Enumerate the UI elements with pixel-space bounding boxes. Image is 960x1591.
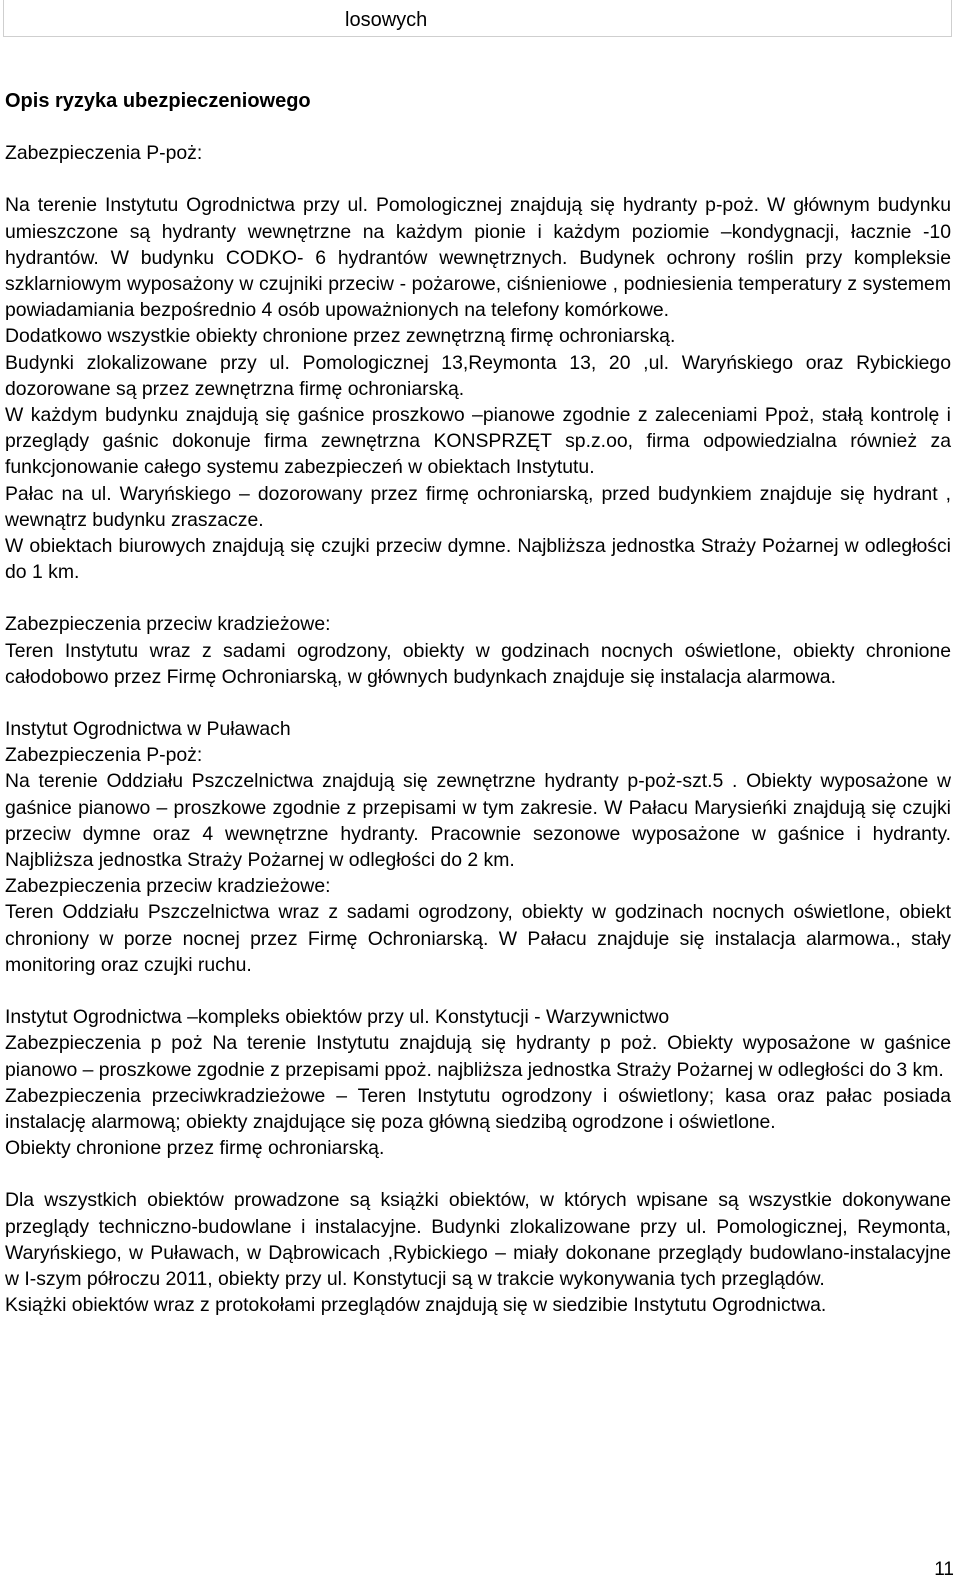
paragraph-theft: Teren Instytutu wraz z sadami ogrodzony, obiekty w godzinach nocnych oświetlone, obiekty chronione całodobowo przez Firmę Ochroniarską, w głównych budynkach znajduje się instalacja alarmowa. [5,639,951,688]
paragraph-buildings: Budynki zlokalizowane przy ul. Pomologicznej 13,Reymonta 13, 20 ,ul. Waryńskiego oraz Rybickiego dozorowane są przez zewnętrzna firmę ochroniarską. [5,351,951,400]
section-title-pulawy: Instytut Ogrodnictwa w Puławach [5,718,291,741]
paragraph-pulawy-theft: Teren Oddziału Pszczelnictwa wraz z sadami ogrodzony, obiekty w godzinach nocnych oświetlone, obiekt chroniony w porze nocnej przez Firmę Ochroniarską. W Pałacu znajduje się instalacja alarmowa., stały monitoring oraz czujki ruchu. [5,901,951,976]
section-heading-theft: Zabezpieczenia przeciw kradzieżowe: [5,613,331,636]
paragraph-smoke-detectors: W obiektach biurowych znajdują się czujki przeciw dymne. Najbliższa jednostka Straży Pożarnej w odległości do 1 km. [5,535,951,584]
header-table-cell [3,0,952,37]
paragraph-konstytucji-guard: Obiekty chronione przez firmę ochroniarską. [5,1137,385,1160]
document-body [5,88,951,1318]
page-number: 11 [934,1559,954,1580]
header-cell-text: losowych [345,9,428,31]
section-heading-pulawy-fire: Zabezpieczenia P-poż: [5,744,203,767]
document-title: Opis ryzyka ubezpieczeniowego [5,90,311,112]
section-title-konstytucji: Instytut Ogrodnictwa –kompleks obiektów przy ul. Konstytucji - Warzywnictwo [5,1006,670,1029]
paragraph-konstytucji-fire: Zabezpieczenia p poż Na terenie Instytutu znajdują się hydranty p poż. Obiekty wyposażone w gaśnice pianowo – proszkowe zgodnie z przepisami ppoż. najbliższa jednostka Straży Pożarnej w odległości do 3 km. [5,1032,951,1081]
paragraph-konstytucji-theft: Zabezpieczenia przeciwkradzieżowe – Teren Instytutu ogrodzony i oświetlony; kasa oraz pałac posiada instalację alarmową; obiekty znajdujące się poza główną siedzibą ogrodzone i oświetlone. [5,1084,951,1133]
paragraph-pulawy-fire: Na terenie Oddziału Pszczelnictwa znajdują się zewnętrzne hydranty p-poż-szt.5 . Obiekty wyposażone w gaśnice pianowo – proszkowe zgodnie z przepisami w tym zakresie. W Pałacu Marysieńki znajdują się czujki przeciw dymne oraz 4 wewnętrzne hydranty. Pracownie sezonowe wyposażone w gaśnice i hydranty. Najbliższa jednostka Straży Pożarnej w odległości do 2 km. [5,770,951,872]
paragraph-inspections: Dla wszystkich obiektów prowadzone są książki obiektów, w których wpisane są wszystkie dokonywane przeglądy techniczno-budowlane i instalacyjne. Budynki zlokalizowane przy ul. Pomologicznej, Reymonta, Waryńskiego, w Puławach, w Dąbrowicach ,Rybickiego – miały dokonane przeglądy budowlano-instalacyjne w I-szym półroczu 2011, obiekty przy ul. Konstytucji są w trakcie wykonywania tych przeglądów. [5,1189,951,1290]
paragraph-records: Książki obiektów wraz z protokołami przeglądów znajdują się w siedzibie Instytutu Ogrodnictwa. [5,1294,827,1317]
paragraph-palace: Pałac na ul. Waryńskiego – dozorowany przez firmę ochroniarską, przed budynkiem znajduje się hydrant , wewnątrz budynku zraszacze. [5,482,951,531]
paragraph-security-firm: Dodatkowo wszystkie obiekty chronione przez zewnętrzną firmę ochroniarską. [5,325,676,348]
section-heading-pulawy-theft: Zabezpieczenia przeciw kradzieżowe: [5,875,331,898]
paragraph-extinguishers: W każdym budynku znajdują się gaśnice proszkowo –pianowe zgodnie z zaleceniami Ppoż, stałą kontrolę i przeglądy gaśnic dokonuje firma zewnętrzna KONSPRZĘT sp.z.oo, firma odpowiedzialna również za funkcjonowanie całego systemu zabezpieczeń w obiektach Instytutu. [5,404,951,479]
section-heading-fire: Zabezpieczenia P-poż: [5,142,203,165]
paragraph-hydrants: Na terenie Instytutu Ogrodnictwa przy ul. Pomologicznej znajdują się hydranty p-poż. W głównym budynku umieszczone są hydranty wewnętrzne na każdym pionie i każdym poziomie –kondygnacji, łacznie -10 hydrantów. W budynku CODKO- 6 hydrantów wewnętrznych. Budynek ochrony roślin przy kompleksie szklarniowym wyposażony w czujniki przeciw - pożarowe, ciśnieniowe , podniesienia temperatury z systemem powiadamiania bezpośrednio 4 osób upoważnionych na telefony komórkowe. [5,194,951,322]
